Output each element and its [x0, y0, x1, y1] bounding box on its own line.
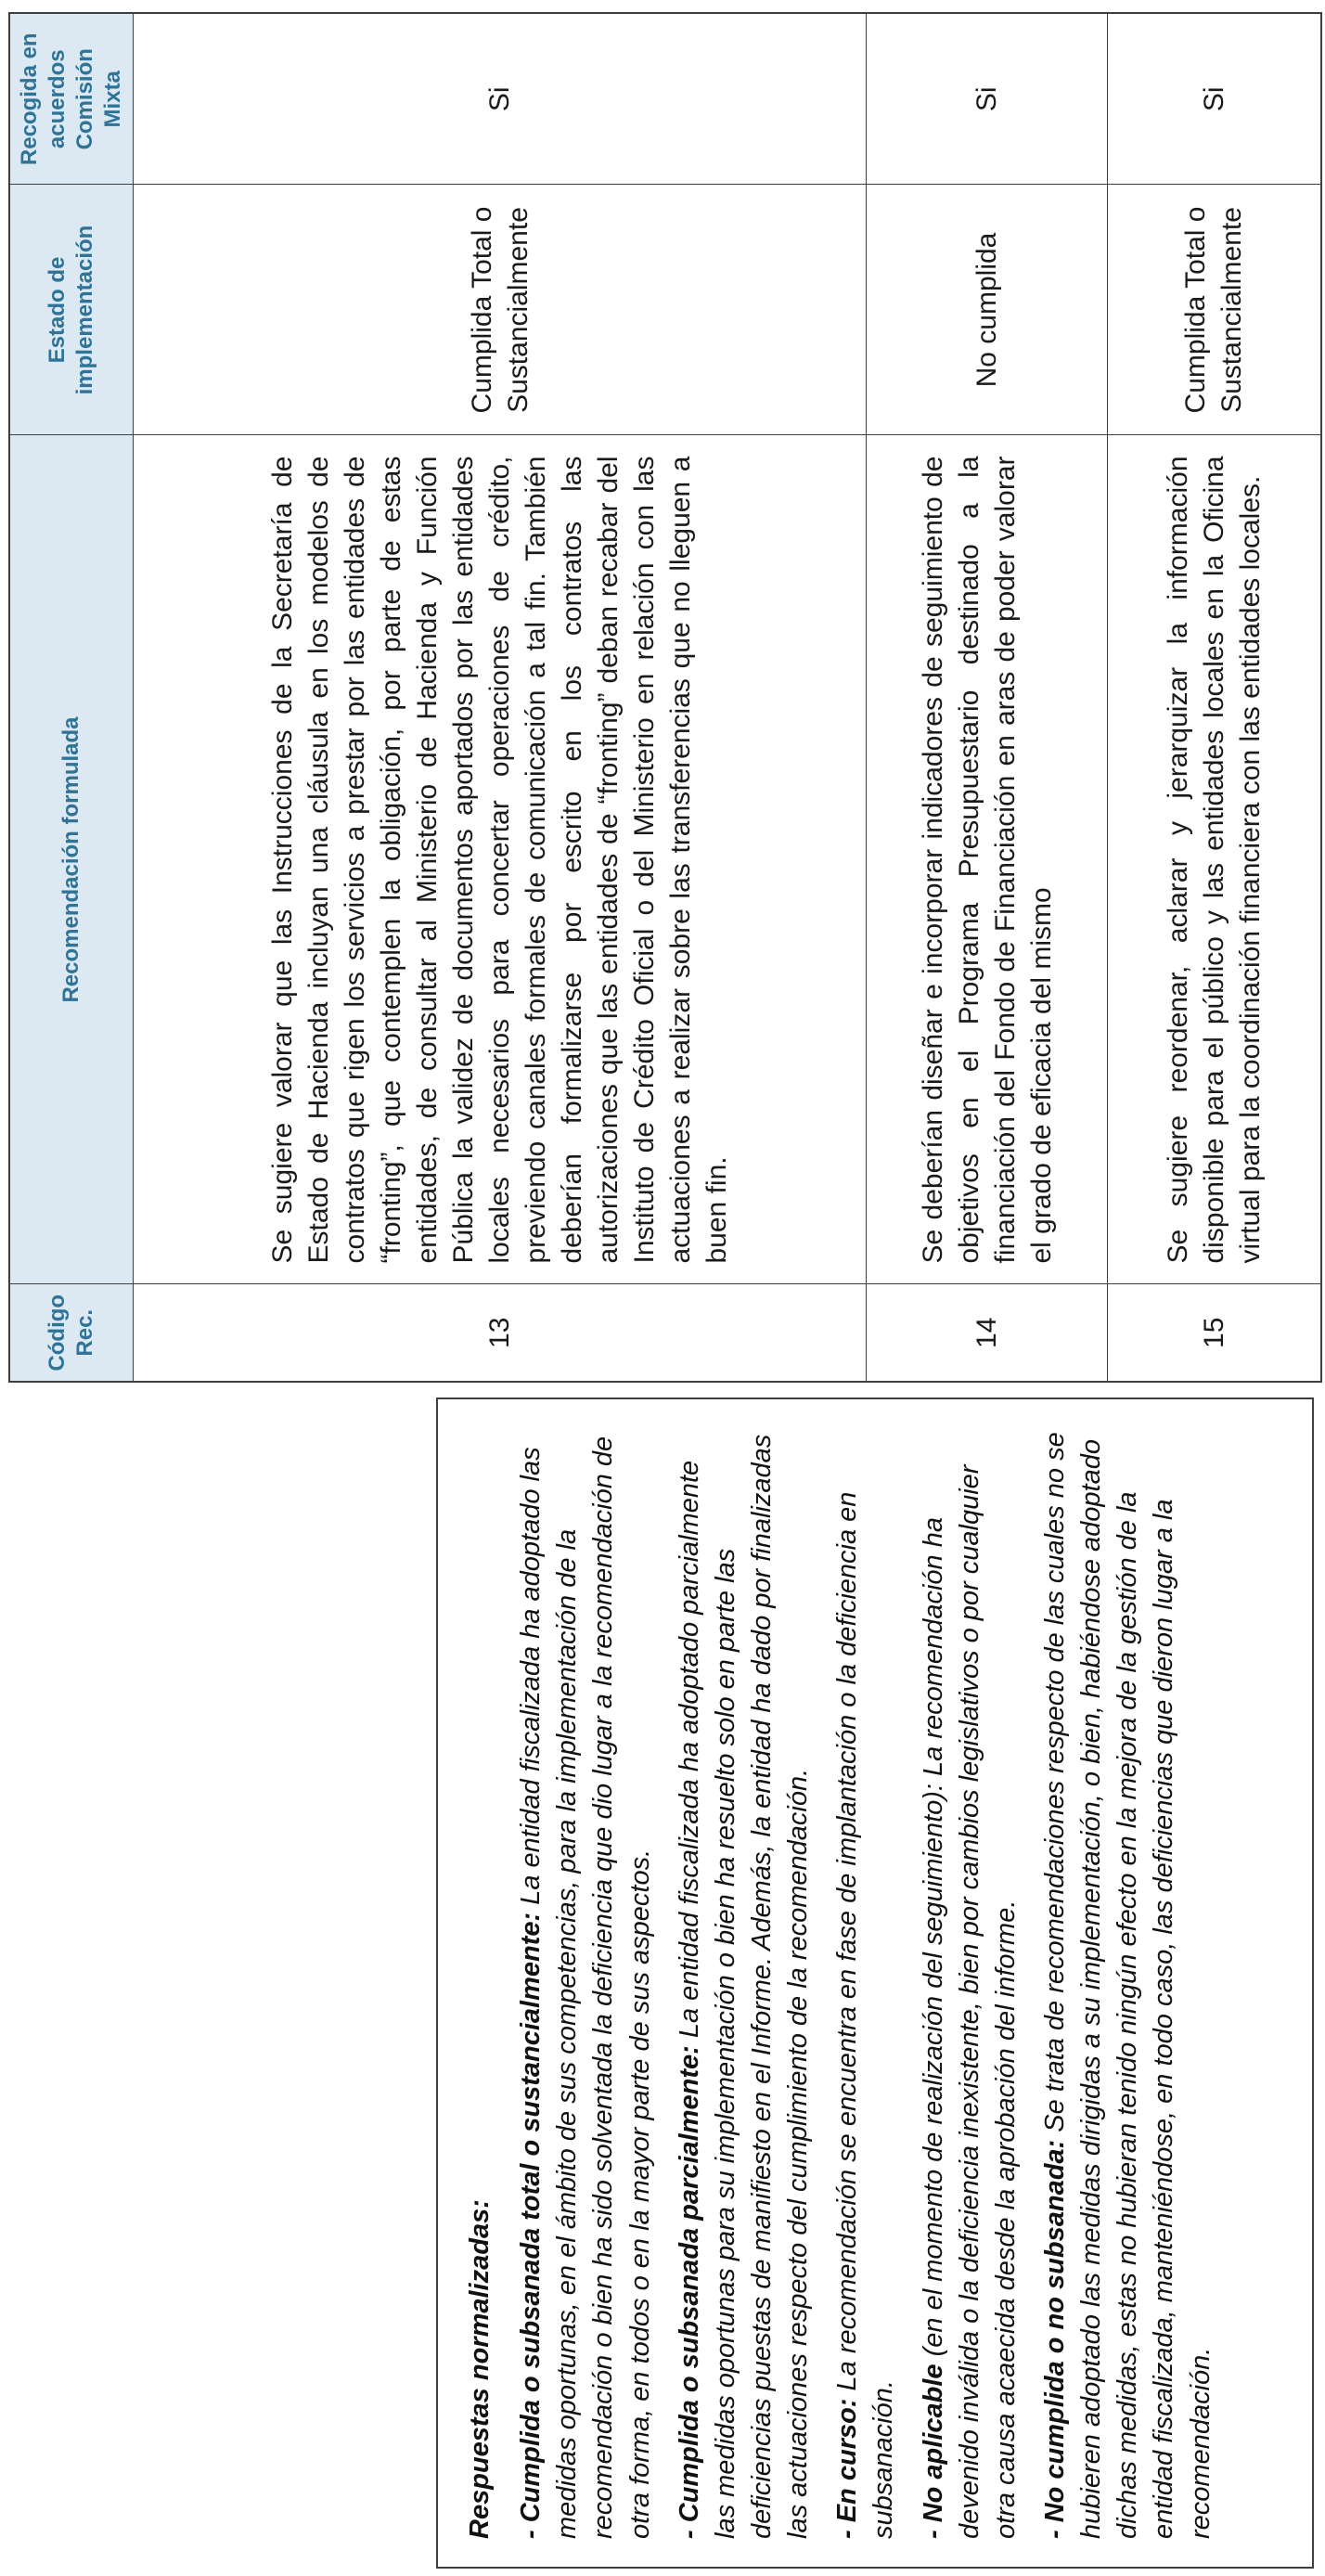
legend-item-term: - Cumplida o subsanada total o sustancialmente: — [516, 1912, 547, 2539]
legend-item-text: La recomendación se encuentra en fase de implantación o la deficiencia en subsanación. — [832, 1491, 899, 2539]
cell-recogida: Si — [867, 13, 1108, 185]
legend-item-no-aplicable — [916, 1427, 1024, 2539]
table-row-15 — [1108, 13, 1321, 1382]
header-codigo-rec: Código Rec. — [9, 1284, 134, 1382]
legend-item-term: - En curso: — [832, 2398, 863, 2539]
legend-item-no-cumplida — [1037, 1427, 1219, 2539]
recommendations-table — [8, 12, 1322, 1383]
cell-recomendacion: Se sugiere reordenar, aclarar y jerarquizar la información disponible para el público y las entidades locales en la Oficina virtual para la coordinación financiera con las entidades locales. — [1108, 435, 1321, 1284]
legend-item-text: (en el momento de realización del seguimiento): La recomendación ha devenido inválida o la deficiencia inexistente, bien por cambios legislativos o por cualquier otra causa acaecida desde la aprobación del informe. — [918, 1464, 1021, 2539]
cell-codigo: 14 — [867, 1284, 1108, 1382]
legend-item-text: Se trata de recomendaciones respecto de las cuales no se hubieren adoptado las medidas dirigidas a su implementación, o bien, habiéndose adoptado dichas medidas, estas no hubieran tenido ningún efecto en la mejora de la gestión de la entidad fiscalizada, manteniéndose, en todo caso, las deficiencias que dieron lugar a la recomendación. — [1039, 1432, 1216, 2539]
legend-item-cumplida-total — [513, 1427, 659, 2539]
table-header-row — [9, 13, 134, 1382]
cell-recomendacion: Se deberían diseñar e incorporar indicadores de seguimiento de objetivos en el Programa Presupuestario destinado a la financiación del Fondo de Financiación en aras de poder valorar el grado de eficacia del mismo — [867, 435, 1108, 1284]
cell-estado: Cumplida Total o Sustancialmente — [1108, 185, 1321, 435]
cell-recomendacion: Se sugiere valorar que las Instrucciones de la Secretaría de Estado de Hacienda incluyan una cláusula en los modelos de contratos que rigen los servicios a prestar por las entidades de “fronting”, que contemplen la obligación, por parte de estas entidades, de consultar al Ministerio de Hacienda y Función Pública la validez de documentos aportados por las entidades locales necesarios para concertar operaciones de crédito, previendo canales formales de comunicación a tal fin. También deberían formalizarse por escrito en los contratos las autorizaciones que las entidades de “fronting” deban recabar del Instituto de Crédito Oficial o del Ministerio en relación con las actuaciones a realizar sobre las transferencias que no lleguen a buen fin. — [134, 435, 867, 1284]
legend-item-text: La entidad fiscalizada ha adoptado las medidas oportunas, en el ámbito de sus competencias, para la implementación de la recomendación o bien ha sido solventada la deficiencia que dio lugar a la recomendación de otra forma, en todos o en la mayor parte de sus aspectos. — [516, 1436, 655, 2539]
legend-item-text: La entidad fiscalizada ha adoptado parcialmente las medidas oportunas para su implementación o bien ha resuelto solo en parte las deficiencias puestas de manifiesto en el Informe. Además, la entidad ha dado por finalizadas las actuaciones respecto del cumplimiento de la recomendación. — [674, 1434, 814, 2539]
cell-recogida: Si — [1108, 13, 1321, 185]
header-recomendacion-formulada: Recomendación formulada — [9, 435, 134, 1284]
legend-box — [436, 1397, 1314, 2569]
legend-item-cumplida-parcial — [672, 1427, 817, 2539]
legend-title: Respuestas normalizadas: — [465, 2199, 495, 2539]
legend-item-en-curso — [830, 1427, 902, 2539]
legend-item-term: - No aplicable — [918, 2363, 948, 2539]
cell-estado: Cumplida Total o Sustancialmente — [134, 185, 867, 435]
legend-item-term: - No cumplida o no subsanada: — [1039, 2139, 1070, 2539]
cell-estado: No cumplida — [867, 185, 1108, 435]
legend-item-term: - Cumplida o subsanada parcialmente: — [674, 2045, 704, 2539]
table-row-14 — [867, 13, 1108, 1382]
header-estado-implementacion: Estado de implementación — [9, 185, 134, 435]
header-recogida-comision-mixta: Recogida en acuerdos Comisión Mixta — [9, 13, 134, 185]
cell-recogida: Si — [134, 13, 867, 185]
table-row-13 — [134, 13, 867, 1382]
cell-codigo: 13 — [134, 1284, 867, 1382]
cell-codigo: 15 — [1108, 1284, 1321, 1382]
